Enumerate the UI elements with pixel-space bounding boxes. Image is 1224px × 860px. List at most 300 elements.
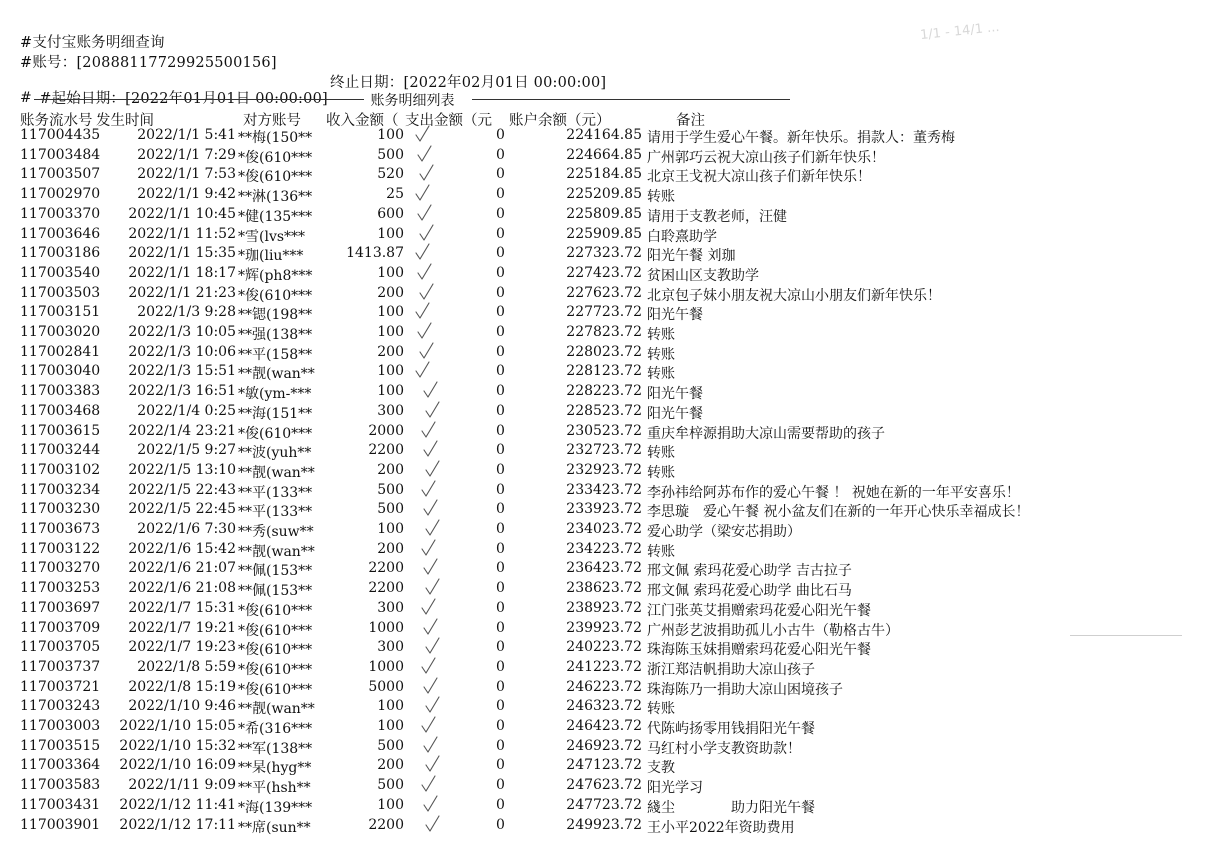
memo-text: 马红村小学支教资助款！ — [647, 740, 801, 757]
transaction-time: 2022/1/6 21:07 — [128, 560, 236, 577]
balance-amount: 234223.72 — [566, 540, 642, 557]
memo-text: 江门张英艾捐赠索玛花爱心阳光午餐 — [647, 602, 871, 619]
expense-amount: 0 — [496, 619, 505, 636]
income-amount: 2200 — [368, 442, 404, 459]
transaction-id: 117003484 — [20, 146, 101, 163]
table-row — [0, 127, 1224, 147]
transaction-id: 117003540 — [20, 264, 101, 281]
table-row — [0, 757, 1224, 777]
table-row — [0, 738, 1224, 758]
income-amount: 1413.87 — [346, 245, 404, 262]
checkmark-icon — [422, 617, 440, 637]
column-header-income: 收入金额（ — [326, 113, 399, 129]
account-number: #账号：[20888117729925500156] — [20, 55, 277, 71]
balance-amount: 247123.72 — [566, 757, 642, 774]
transaction-time: 2022/1/1 15:35 — [128, 245, 236, 262]
income-amount: 100 — [377, 264, 404, 281]
transaction-id: 117003709 — [20, 619, 101, 636]
income-amount: 100 — [377, 324, 404, 340]
counterparty-account: *俊(610*** — [238, 622, 313, 639]
checkmark-icon — [420, 597, 438, 617]
balance-amount: 224164.85 — [566, 127, 642, 143]
memo-text: 阳光学习 — [647, 780, 703, 797]
income-amount: 100 — [377, 304, 404, 321]
table-row — [0, 580, 1224, 600]
expense-amount: 0 — [496, 816, 505, 833]
expense-amount: 0 — [496, 245, 505, 262]
transaction-id: 117003583 — [20, 777, 101, 794]
transaction-id: 117003234 — [20, 481, 101, 498]
counterparty-account: **锶(198** — [238, 307, 313, 324]
balance-amount: 236423.72 — [566, 560, 642, 577]
transaction-id: 117003697 — [20, 599, 101, 616]
checkmark-icon — [420, 715, 438, 735]
transaction-id: 117003468 — [20, 402, 101, 419]
table-row — [0, 620, 1224, 640]
memo-text: 广州彭艺波捐助孤儿小古牛（勒格古牛） — [647, 622, 899, 639]
counterparty-account: **靓(wan** — [238, 366, 315, 383]
checkmark-icon — [424, 459, 442, 479]
transaction-time: 2022/1/12 11:41 — [119, 796, 236, 813]
expense-amount: 0 — [496, 521, 505, 537]
balance-amount: 241223.72 — [566, 658, 642, 675]
income-amount: 500 — [377, 501, 404, 518]
expense-amount: 0 — [496, 304, 505, 321]
transaction-id: 117003253 — [20, 580, 101, 597]
income-amount: 2200 — [368, 580, 404, 597]
balance-amount: 232923.72 — [566, 461, 642, 478]
counterparty-account: **杲(hyg** — [238, 760, 312, 777]
table-row — [0, 403, 1224, 423]
checkmark-icon — [422, 498, 440, 518]
memo-text: 支教 — [647, 760, 675, 777]
income-amount: 200 — [377, 757, 404, 774]
transaction-time: 2022/1/5 13:10 — [128, 461, 236, 478]
table-row — [0, 817, 1224, 837]
checkmark-icon — [416, 144, 434, 164]
memo-text: 请用于学生爱心午餐。新年快乐。捐款人：董秀梅 — [647, 130, 955, 146]
memo-text: 爱心助学（梁安芯捐助） — [647, 524, 801, 540]
balance-amount: 240223.72 — [566, 639, 642, 656]
counterparty-account: **军(138** — [238, 740, 313, 757]
expense-amount: 0 — [496, 540, 505, 557]
income-amount: 100 — [377, 225, 404, 242]
counterparty-account: *俊(610*** — [238, 661, 313, 678]
checkmark-icon — [418, 282, 436, 302]
income-amount: 300 — [377, 599, 404, 616]
transaction-time: 2022/1/10 15:05 — [119, 718, 236, 734]
table-row — [0, 679, 1224, 699]
memo-text: 转账 — [647, 327, 675, 343]
counterparty-account: *俊(610*** — [238, 287, 313, 304]
balance-amount: 233423.72 — [566, 481, 642, 498]
transaction-id: 117003151 — [20, 304, 101, 321]
checkmark-icon — [416, 262, 434, 282]
counterparty-account: *俊(610*** — [238, 642, 313, 659]
transaction-id: 117003383 — [20, 383, 101, 400]
transaction-id: 117003040 — [20, 363, 101, 380]
margin-line — [1070, 635, 1182, 636]
table-row — [0, 423, 1224, 443]
balance-amount: 228223.72 — [566, 383, 642, 400]
balance-amount: 246223.72 — [566, 678, 642, 695]
transaction-time: 2022/1/1 21:23 — [128, 284, 236, 301]
checkmark-icon — [414, 242, 432, 262]
memo-text: 广州郭巧云祝大凉山孩子们新年快乐！ — [647, 149, 885, 166]
expense-amount: 0 — [496, 324, 505, 340]
transaction-id: 117003431 — [20, 796, 101, 813]
transaction-time: 2022/1/3 9:28 — [137, 304, 236, 321]
transaction-time: 2022/1/1 7:29 — [137, 146, 236, 163]
income-amount: 2000 — [368, 422, 404, 439]
checkmark-icon — [414, 360, 432, 380]
balance-amount: 246423.72 — [566, 718, 642, 734]
transaction-time: 2022/1/10 15:32 — [119, 737, 236, 754]
income-amount: 100 — [377, 127, 404, 143]
expense-amount: 0 — [496, 363, 505, 380]
expense-amount: 0 — [496, 264, 505, 281]
counterparty-account: **淋(136** — [238, 189, 313, 206]
counterparty-account: *健(135*** — [238, 208, 313, 225]
counterparty-account: **佩(153** — [238, 583, 313, 600]
checkmark-icon — [424, 400, 442, 420]
balance-amount: 227623.72 — [566, 284, 642, 301]
column-header-account: 对方账号 — [243, 113, 301, 129]
income-amount: 25 — [386, 186, 404, 203]
expense-amount: 0 — [496, 343, 505, 360]
transaction-time: 2022/1/1 11:52 — [128, 225, 236, 242]
list-separator — [20, 90, 780, 108]
table-row — [0, 442, 1224, 462]
transaction-time: 2022/1/1 9:42 — [137, 186, 236, 203]
income-amount: 100 — [377, 718, 404, 734]
income-amount: 100 — [377, 698, 404, 715]
transaction-id: 117003230 — [20, 501, 101, 518]
table-row — [0, 482, 1224, 502]
balance-amount: 238923.72 — [566, 599, 642, 616]
table-row — [0, 265, 1224, 285]
income-amount: 200 — [377, 343, 404, 360]
expense-amount: 0 — [496, 777, 505, 794]
income-amount: 520 — [377, 166, 404, 183]
expense-amount: 0 — [496, 501, 505, 518]
memo-text: 王小平2022年资助费用 — [647, 819, 795, 836]
memo-text: 阳光午餐 — [647, 307, 703, 324]
memo-text: 邢文佩 索玛花爱心助学 曲比石马 — [647, 583, 852, 600]
expense-amount: 0 — [496, 284, 505, 301]
memo-text: 代陈屿扬零用钱捐阳光午餐 — [647, 721, 815, 737]
table-row — [0, 363, 1224, 383]
transaction-time: 2022/1/3 10:06 — [128, 343, 236, 360]
table-row — [0, 659, 1224, 679]
counterparty-account: *辉(ph8*** — [238, 267, 313, 284]
transaction-time: 2022/1/6 21:08 — [128, 580, 236, 597]
table-row — [0, 541, 1224, 561]
transaction-time: 2022/1/12 17:11 — [119, 816, 236, 833]
memo-text: 綫尘 助力阳光午餐 — [647, 799, 815, 816]
table-row — [0, 147, 1224, 167]
counterparty-account: **靓(wan** — [238, 701, 315, 718]
transaction-id: 117003901 — [20, 816, 101, 833]
income-amount: 200 — [377, 284, 404, 301]
counterparty-account: **平(158** — [238, 346, 313, 363]
column-header-memo: 备注 — [676, 113, 705, 129]
income-amount: 2200 — [368, 560, 404, 577]
counterparty-account: **强(138** — [238, 327, 313, 343]
checkmark-icon — [414, 183, 432, 203]
checkmark-icon — [422, 794, 440, 814]
transaction-time: 2022/1/1 5:41 — [137, 127, 236, 143]
table-row — [0, 501, 1224, 521]
transaction-time: 2022/1/10 16:09 — [119, 757, 236, 774]
checkmark-icon — [418, 341, 436, 361]
transaction-id: 117003705 — [20, 639, 101, 656]
transaction-id: 117003503 — [20, 284, 101, 301]
counterparty-account: *海(139*** — [238, 799, 313, 816]
income-amount: 300 — [377, 402, 404, 419]
expense-amount: 0 — [496, 442, 505, 459]
checkmark-icon — [424, 577, 442, 597]
balance-amount: 234023.72 — [566, 521, 642, 537]
memo-text: 转账 — [647, 445, 675, 462]
table-row — [0, 383, 1224, 403]
balance-amount: 232723.72 — [566, 442, 642, 459]
table-row — [0, 186, 1224, 206]
checkmark-icon — [424, 636, 442, 656]
counterparty-account: **靓(wan** — [238, 464, 315, 481]
checkmark-icon — [414, 124, 432, 144]
transaction-time: 2022/1/11 9:09 — [128, 777, 236, 794]
balance-amount: 228123.72 — [566, 363, 642, 380]
transaction-time: 2022/1/8 5:59 — [137, 658, 236, 675]
memo-text: 贫困山区支教助学 — [647, 267, 759, 284]
transaction-time: 2022/1/1 7:53 — [137, 166, 236, 183]
balance-amount: 246923.72 — [566, 737, 642, 754]
checkmark-icon — [424, 754, 442, 774]
table-row — [0, 304, 1224, 324]
transaction-id: 117003515 — [20, 737, 101, 754]
start-date: #起始日期：[2022年01月01日 00:00:00] — [39, 91, 328, 107]
balance-amount: 227323.72 — [566, 245, 642, 262]
balance-amount: 225184.85 — [566, 166, 642, 183]
income-amount: 2200 — [368, 816, 404, 833]
income-amount: 500 — [377, 481, 404, 498]
expense-amount: 0 — [496, 639, 505, 656]
checkmark-icon — [424, 518, 442, 538]
transaction-time: 2022/1/7 19:23 — [128, 639, 236, 656]
transaction-id: 117003186 — [20, 245, 101, 262]
counterparty-account: **波(yuh** — [238, 445, 312, 462]
expense-amount: 0 — [496, 560, 505, 577]
separator-title — [366, 90, 454, 110]
checkmark-icon — [420, 774, 438, 794]
expense-amount: 0 — [496, 166, 505, 183]
counterparty-account: **平(hsh** — [238, 780, 311, 797]
separator-title-text: 账务明细列表 — [370, 93, 455, 109]
counterparty-account: **秀(suw** — [238, 524, 314, 540]
transaction-time: 2022/1/4 0:25 — [137, 402, 236, 419]
checkmark-icon — [416, 203, 434, 223]
counterparty-account: **平(133** — [238, 484, 313, 501]
checkmark-icon — [424, 695, 442, 715]
separator-dash-left — [34, 99, 364, 100]
counterparty-account: *希(316*** — [238, 721, 313, 737]
column-header-balance: 账户余额（元） — [509, 113, 611, 129]
table-row — [0, 206, 1224, 226]
transaction-time: 2022/1/7 19:21 — [128, 619, 236, 636]
income-amount: 600 — [377, 205, 404, 222]
memo-text: 转账 — [647, 366, 675, 383]
balance-amount: 227723.72 — [566, 304, 642, 321]
balance-amount: 224664.85 — [566, 146, 642, 163]
checkmark-icon — [420, 656, 438, 676]
income-amount: 100 — [377, 521, 404, 537]
memo-text: 邢文佩 索玛花爱心助学 吉古拉子 — [647, 563, 852, 580]
transaction-time: 2022/1/6 7:30 — [137, 521, 236, 537]
transaction-time: 2022/1/8 15:19 — [128, 678, 236, 695]
table-row — [0, 718, 1224, 738]
expense-amount: 0 — [496, 146, 505, 163]
memo-text: 转账 — [647, 701, 675, 718]
counterparty-account: **平(133** — [238, 504, 313, 521]
table-row — [0, 245, 1224, 265]
transaction-time: 2022/1/3 10:05 — [128, 324, 236, 340]
checkmark-icon — [420, 420, 438, 440]
balance-amount: 230523.72 — [566, 422, 642, 439]
table-row — [0, 777, 1224, 797]
expense-amount: 0 — [496, 737, 505, 754]
expense-amount: 0 — [496, 186, 505, 203]
balance-amount: 249923.72 — [566, 816, 642, 833]
table-row — [0, 521, 1224, 541]
expense-amount: 0 — [496, 461, 505, 478]
balance-amount: 225209.85 — [566, 186, 642, 203]
checkmark-icon — [422, 735, 440, 755]
expense-amount: 0 — [496, 796, 505, 813]
balance-amount: 227823.72 — [566, 324, 642, 340]
counterparty-account: *俊(610*** — [238, 681, 313, 698]
transaction-id: 117003646 — [20, 225, 101, 242]
counterparty-account: **海(151** — [238, 405, 313, 422]
transaction-time: 2022/1/3 15:51 — [128, 363, 236, 380]
checkmark-icon — [414, 301, 432, 321]
balance-amount: 246323.72 — [566, 698, 642, 715]
checkmark-icon — [418, 163, 436, 183]
checkmark-icon — [422, 557, 440, 577]
checkmark-icon — [420, 538, 438, 558]
balance-amount: 228023.72 — [566, 343, 642, 360]
transaction-time: 2022/1/5 9:27 — [137, 442, 236, 459]
income-amount: 300 — [377, 639, 404, 656]
counterparty-account: *俊(610*** — [238, 149, 313, 166]
transaction-id: 117002841 — [20, 343, 101, 360]
transaction-id: 117002970 — [20, 186, 101, 203]
transaction-id: 117003122 — [20, 540, 101, 557]
checkmark-icon — [418, 223, 436, 243]
table-row — [0, 324, 1224, 344]
memo-text: 李思璇 爱心午餐 祝小盆友们在新的一年开心快乐幸福成长！ — [647, 504, 1030, 521]
transaction-id: 117003102 — [20, 461, 101, 478]
memo-text: 阳光午餐 刘珈 — [647, 248, 736, 265]
separator-hash: # — [20, 90, 32, 106]
transaction-time: 2022/1/6 15:42 — [128, 540, 236, 557]
counterparty-account: *雪(lvs*** — [238, 228, 306, 245]
balance-amount: 233923.72 — [566, 501, 642, 518]
balance-amount: 238623.72 — [566, 580, 642, 597]
balance-amount: 228523.72 — [566, 402, 642, 419]
counterparty-account: **佩(153** — [238, 563, 313, 580]
transaction-id: 117003737 — [20, 658, 101, 675]
statement-title: #支付宝账务明细查询 — [20, 35, 165, 51]
income-amount: 1000 — [368, 619, 404, 636]
counterparty-account: *俊(610*** — [238, 602, 313, 619]
table-row — [0, 226, 1224, 246]
expense-amount: 0 — [496, 678, 505, 695]
income-amount: 5000 — [368, 678, 404, 695]
checkmark-icon — [422, 439, 440, 459]
balance-amount: 225909.85 — [566, 225, 642, 242]
memo-text: 白聆熹助学 — [647, 228, 717, 245]
transaction-time: 2022/1/5 22:45 — [128, 501, 236, 518]
expense-amount: 0 — [496, 757, 505, 774]
checkmark-icon — [424, 814, 442, 834]
table-row — [0, 285, 1224, 305]
expense-amount: 0 — [496, 422, 505, 439]
transaction-id: 117003244 — [20, 442, 101, 459]
income-amount: 500 — [377, 146, 404, 163]
expense-amount: 0 — [496, 658, 505, 675]
income-amount: 100 — [377, 363, 404, 380]
memo-text: 浙江郑洁帆捐助大凉山孩子 — [647, 661, 815, 678]
memo-text: 请用于支教老师，汪健 — [647, 208, 787, 225]
counterparty-account: *俊(610*** — [238, 425, 313, 442]
memo-text: 转账 — [647, 464, 675, 481]
counterparty-account: *敏(ym-*** — [238, 386, 312, 403]
transaction-id: 117003003 — [20, 718, 101, 734]
expense-amount: 0 — [496, 205, 505, 222]
end-date: 终止日期：[2022年02月01日 00:00:00] — [330, 75, 607, 91]
memo-text: 转账 — [647, 346, 675, 363]
income-amount: 500 — [377, 737, 404, 754]
balance-amount: 239923.72 — [566, 619, 642, 636]
transaction-id: 117003721 — [20, 678, 101, 695]
counterparty-account: **梅(150** — [238, 130, 313, 146]
transaction-time: 2022/1/10 9:46 — [128, 698, 236, 715]
income-amount: 200 — [377, 461, 404, 478]
transaction-id: 117003364 — [20, 757, 101, 774]
income-amount: 500 — [377, 777, 404, 794]
expense-amount: 0 — [496, 402, 505, 419]
transaction-id: 117003243 — [20, 698, 101, 715]
column-header-id: 账务流水号 — [20, 113, 93, 129]
table-row — [0, 344, 1224, 364]
expense-amount: 0 — [496, 698, 505, 715]
expense-amount: 0 — [496, 718, 505, 734]
balance-amount: 225809.85 — [566, 205, 642, 222]
table-row — [0, 698, 1224, 718]
transaction-time: 2022/1/1 10:45 — [128, 205, 236, 222]
memo-text: 重庆牟梓源捐助大凉山需要帮助的孩子 — [647, 425, 885, 442]
checkmark-icon — [416, 321, 434, 341]
expense-amount: 0 — [496, 580, 505, 597]
checkmark-icon — [420, 479, 438, 499]
memo-text: 阳光午餐 — [647, 405, 703, 422]
transaction-id: 117003673 — [20, 521, 101, 537]
transaction-id: 117003370 — [20, 205, 101, 222]
expense-amount: 0 — [496, 127, 505, 143]
table-row — [0, 639, 1224, 659]
expense-amount: 0 — [496, 599, 505, 616]
